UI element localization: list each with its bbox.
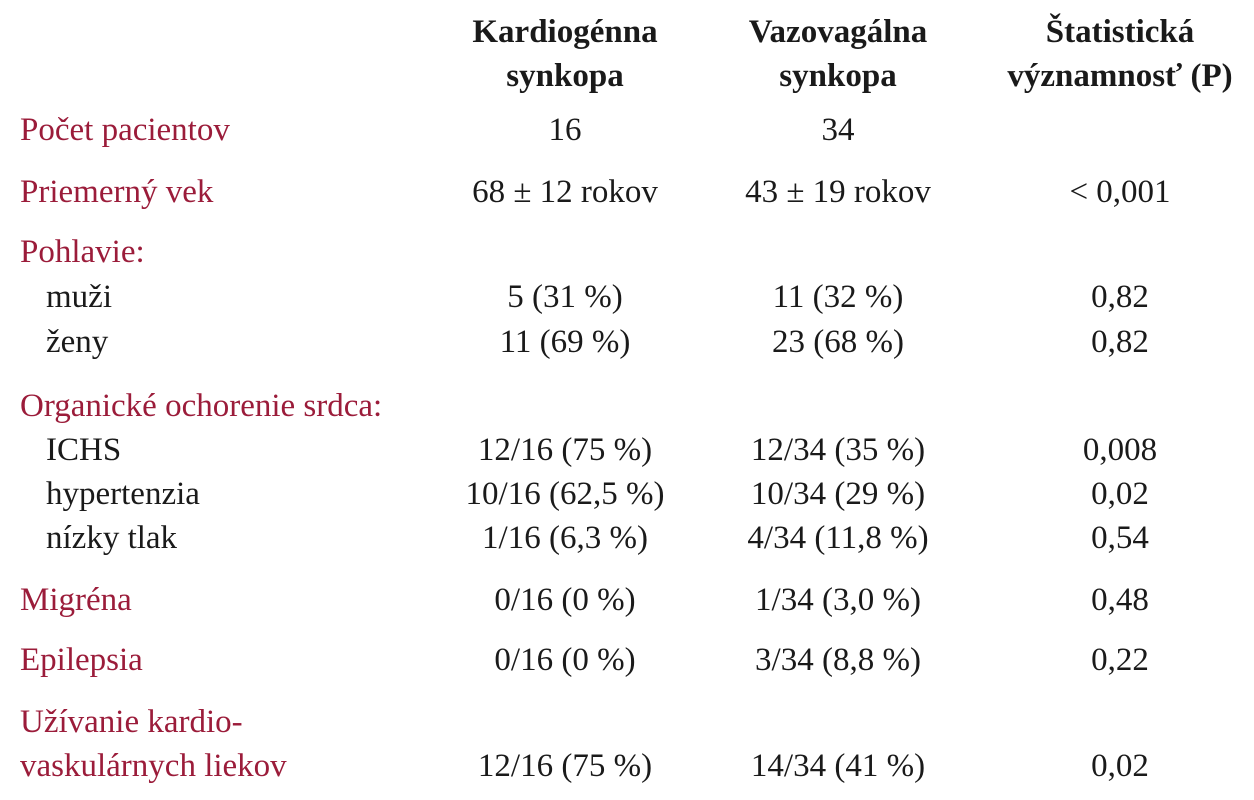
- row-label-sex: Pohlavie:: [20, 234, 145, 270]
- header-cardiogenic-line1: Kardiogénna: [472, 14, 658, 50]
- row-label-women: ženy: [46, 324, 109, 360]
- header-vasovagal-line2: synkopa: [779, 58, 897, 94]
- cell-women-cardiogenic: 11 (69 %): [499, 324, 631, 360]
- header-cardiogenic-line2: synkopa: [506, 58, 624, 94]
- cell-men-vasovagal: 11 (32 %): [772, 279, 904, 315]
- cell-low-pressure-vasovagal: 4/34 (11,8 %): [747, 520, 929, 556]
- cell-patient-count-vasovagal: 34: [821, 112, 855, 148]
- row-label-patient-count: Počet pacientov: [20, 112, 230, 148]
- header-significance-line1: Štatistická: [1045, 14, 1195, 50]
- header-vasovagal-line1: Vazovagálna: [748, 14, 928, 50]
- row-label-migraine: Migréna: [20, 582, 132, 618]
- cell-low-pressure-cardiogenic: 1/16 (6,3 %): [482, 520, 648, 556]
- cell-epilepsy-vasovagal: 3/34 (8,8 %): [755, 642, 921, 678]
- cell-ichs-cardiogenic: 12/16 (75 %): [477, 432, 653, 468]
- cell-migraine-vasovagal: 1/34 (3,0 %): [755, 582, 921, 618]
- header-cardiogenic: [420, 10, 710, 98]
- row-label-mean-age: Priemerný vek: [20, 174, 214, 210]
- cell-hypertension-p: 0,02: [1091, 476, 1149, 512]
- cell-cv-drugs-vasovagal: 14/34 (41 %): [750, 748, 926, 784]
- cell-migraine-cardiogenic: 0/16 (0 %): [494, 582, 636, 618]
- cell-cv-drugs-p: 0,02: [1091, 748, 1149, 784]
- cell-mean-age-p: < 0,001: [1069, 174, 1171, 210]
- cell-ichs-p: 0,008: [1082, 432, 1158, 468]
- header-vasovagal: [688, 10, 988, 98]
- cell-hypertension-cardiogenic: 10/16 (62,5 %): [465, 476, 665, 512]
- cell-patient-count-cardiogenic: 16: [548, 112, 582, 148]
- cell-low-pressure-p: 0,54: [1091, 520, 1149, 556]
- row-label-cv-drugs-line2: vaskulárnych liekov: [20, 748, 287, 784]
- cell-women-p: 0,82: [1091, 324, 1149, 360]
- cell-men-cardiogenic: 5 (31 %): [507, 279, 623, 315]
- cell-cv-drugs-cardiogenic: 12/16 (75 %): [477, 748, 653, 784]
- cell-women-vasovagal: 23 (68 %): [772, 324, 904, 360]
- cell-men-p: 0,82: [1091, 279, 1149, 315]
- cell-ichs-vasovagal: 12/34 (35 %): [750, 432, 926, 468]
- row-label-hypertension: hypertenzia: [46, 476, 200, 512]
- cell-mean-age-cardiogenic: 68 ± 12 rokov: [472, 174, 658, 210]
- cell-migraine-p: 0,48: [1091, 582, 1149, 618]
- cell-mean-age-vasovagal: 43 ± 19 rokov: [745, 174, 931, 210]
- cell-epilepsy-cardiogenic: 0/16 (0 %): [494, 642, 636, 678]
- row-label-epilepsy: Epilepsia: [20, 642, 143, 678]
- row-label-ichs: ICHS: [46, 432, 122, 468]
- row-label-men: muži: [46, 279, 112, 315]
- cell-hypertension-vasovagal: 10/34 (29 %): [750, 476, 926, 512]
- row-label-organic-heart-disease: Organické ochorenie srdca:: [20, 388, 383, 424]
- header-significance: [990, 10, 1250, 98]
- cell-epilepsy-p: 0,22: [1091, 642, 1149, 678]
- header-significance-line2: významnosť (P): [1007, 58, 1233, 94]
- row-label-cv-drugs-line1: Užívanie kardio-: [20, 704, 243, 740]
- row-label-low-pressure: nízky tlak: [46, 520, 178, 556]
